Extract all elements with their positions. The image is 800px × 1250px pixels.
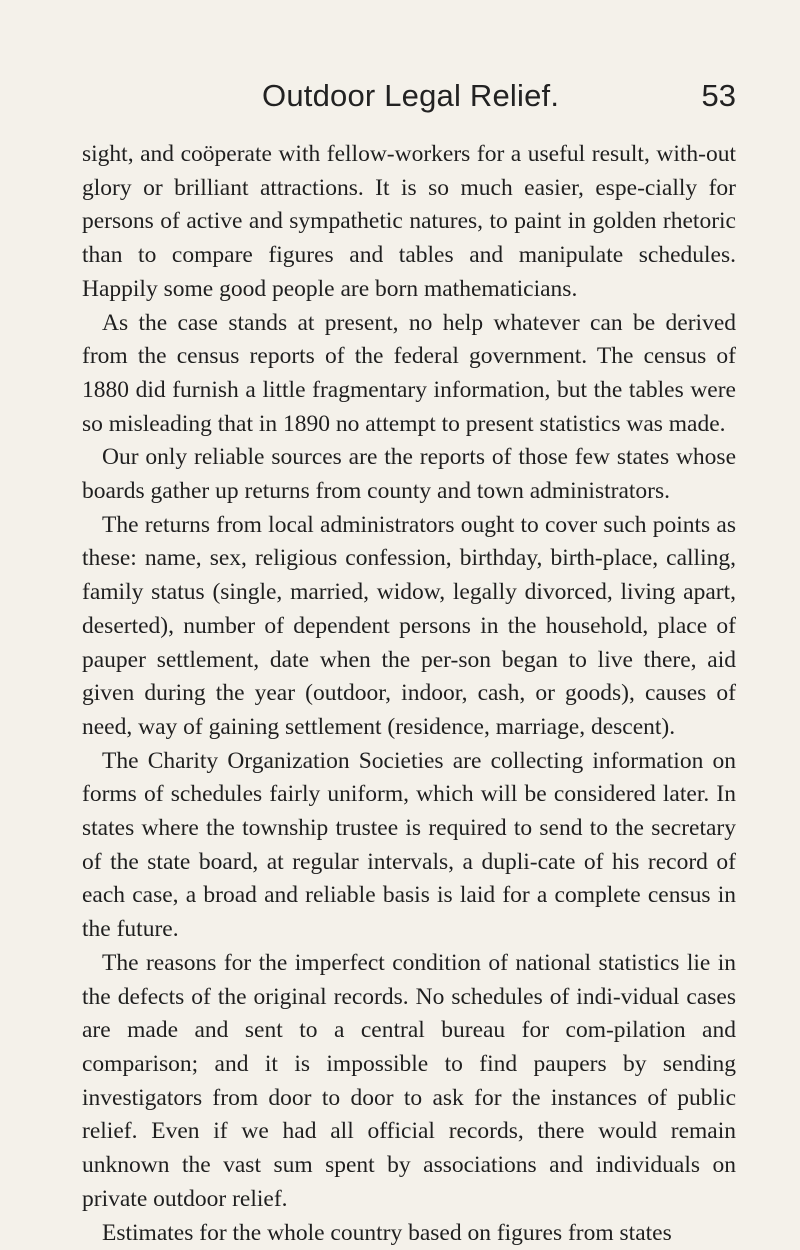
paragraph: sight, and coöperate with fellow-workers for a useful result, with-out glory or brilliant attractions. It is so much easier, espe-cially for persons of active and sympathetic natures, to paint in golden rhetoric than to compare figures and tables and manipulate schedules. Happily some good people are born mathematicians. bbox=[82, 138, 736, 307]
paragraph: The Charity Organization Societies are collecting information on forms of schedules fairly uniform, which will be considered later. In states where the township trustee is required to send to the secretary of the state board, at regular intervals, a dupli-cate of his record of each case, a broad and reliable basis is laid for a complete census in the future. bbox=[82, 745, 736, 947]
running-title: Outdoor Legal Relief. bbox=[262, 78, 559, 114]
paragraph: The reasons for the imperfect condition of national statistics lie in the defects of the original records. No schedules of indi-vidual cases are made and sent to a central bureau for com-pilation and comparison; and it is impossible to find paupers by sending investigators from door to door to ask for the instances of public relief. Even if we had all official records, there would remain unknown the vast sum spent by associations and individuals on private outdoor relief. bbox=[82, 947, 736, 1217]
paragraph: The returns from local administrators ought to cover such points as these: name, sex, religious confession, birthday, birth-place, calling, family status (single, married, widow, legally divorced, living apart, deserted), number of dependent persons in the household, place of pauper settlement, date when the per-son began to live there, aid given during the year (outdoor, indoor, cash, or goods), causes of need, way of gaining settlement (residence, marriage, descent). bbox=[82, 509, 736, 745]
body-text bbox=[82, 138, 736, 1250]
page-number: 53 bbox=[702, 78, 736, 114]
paragraph: Estimates for the whole country based on figures from states bbox=[82, 1217, 736, 1250]
paragraph: Our only reliable sources are the reports of those few states whose boards gather up returns from county and town administrators. bbox=[82, 441, 736, 508]
paragraph: As the case stands at present, no help whatever can be derived from the census reports of the federal government. The census of 1880 did furnish a little fragmentary information, but the tables were so misleading that in 1890 no attempt to present statistics was made. bbox=[82, 307, 736, 442]
running-head bbox=[82, 78, 736, 118]
